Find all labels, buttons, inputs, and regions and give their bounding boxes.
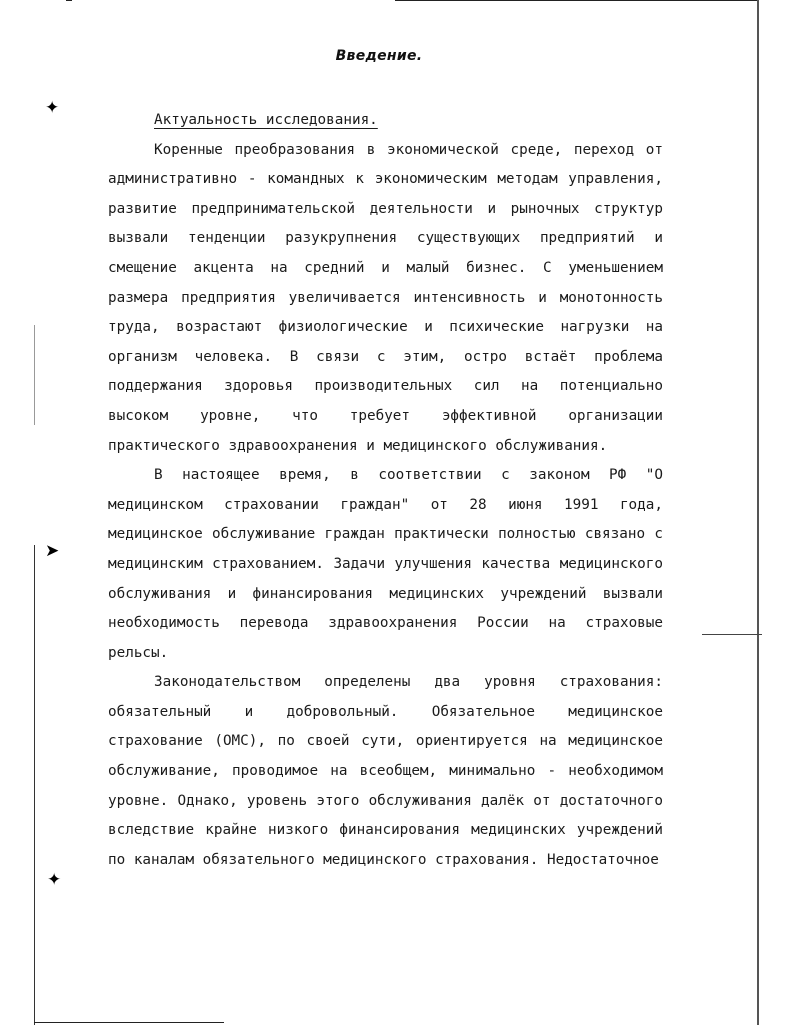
scan-border-left [34, 545, 35, 1025]
scan-border-left-dash [34, 325, 35, 425]
scan-border-right [757, 0, 759, 1025]
paragraph-1: Коренные преобразования в экономической среде, переход от административно - командных к экономическим методам управления, развитие предпринимательской деятельности и рыночных структур вызвали тенденции разукрупнения существующих предприятий и смещение акцента на средний и малый бизнес. С уменьшением размера предприятия увеличивается интенсивность и монотонность труда, возрастают физиологические и психические нагрузки на организм человека. В связи с этим, остро встаёт проблема поддержания здоровья производительных сил на потенциально высоком уровне, что требует эффективной организации практического здравоохранения и медицинского обслуживания. [108, 141, 663, 454]
scan-border-top [395, 0, 757, 1]
binder-hole-mark-icon: ➤ [45, 541, 60, 561]
binder-hole-mark-icon: ✦ [45, 98, 60, 118]
paragraph-2: В настоящее время, в соответствии с законом РФ "О медицинском страховании граждан" от 28 июня 1991 года, медицинское обслуживание граждан практически полностью связано с медицинским страхованием. Задачи улучшения качества медицинского обслуживания и финансирования медицинских учреждений вызвали необходимость перевода здравоохранения России на страховые рельсы. [108, 467, 663, 661]
binder-hole-mark-icon: ✦ [47, 870, 62, 890]
page-title: Введение. [335, 48, 423, 64]
scan-border-top-short [66, 0, 72, 1]
paragraph-3: Законодательством определены два уровня страхования: обязательный и добровольный. Обязательное медицинское страхование (ОМС), по своей сути, ориентируется на медицинское обслуживание, проводимое на всеобщем, минимально - необходимом уровне. Однако, уровень этого обслуживания далёк от достаточного вследствие крайне низкого финансирования медицинских учреждений по каналам обязательного медицинского страхования. Недостаточное [108, 674, 663, 868]
scan-line-right-margin [702, 634, 762, 635]
section-subheading: Актуальность исследования. [154, 112, 378, 128]
document-body [108, 106, 663, 875]
scan-border-bottom [34, 1022, 224, 1023]
